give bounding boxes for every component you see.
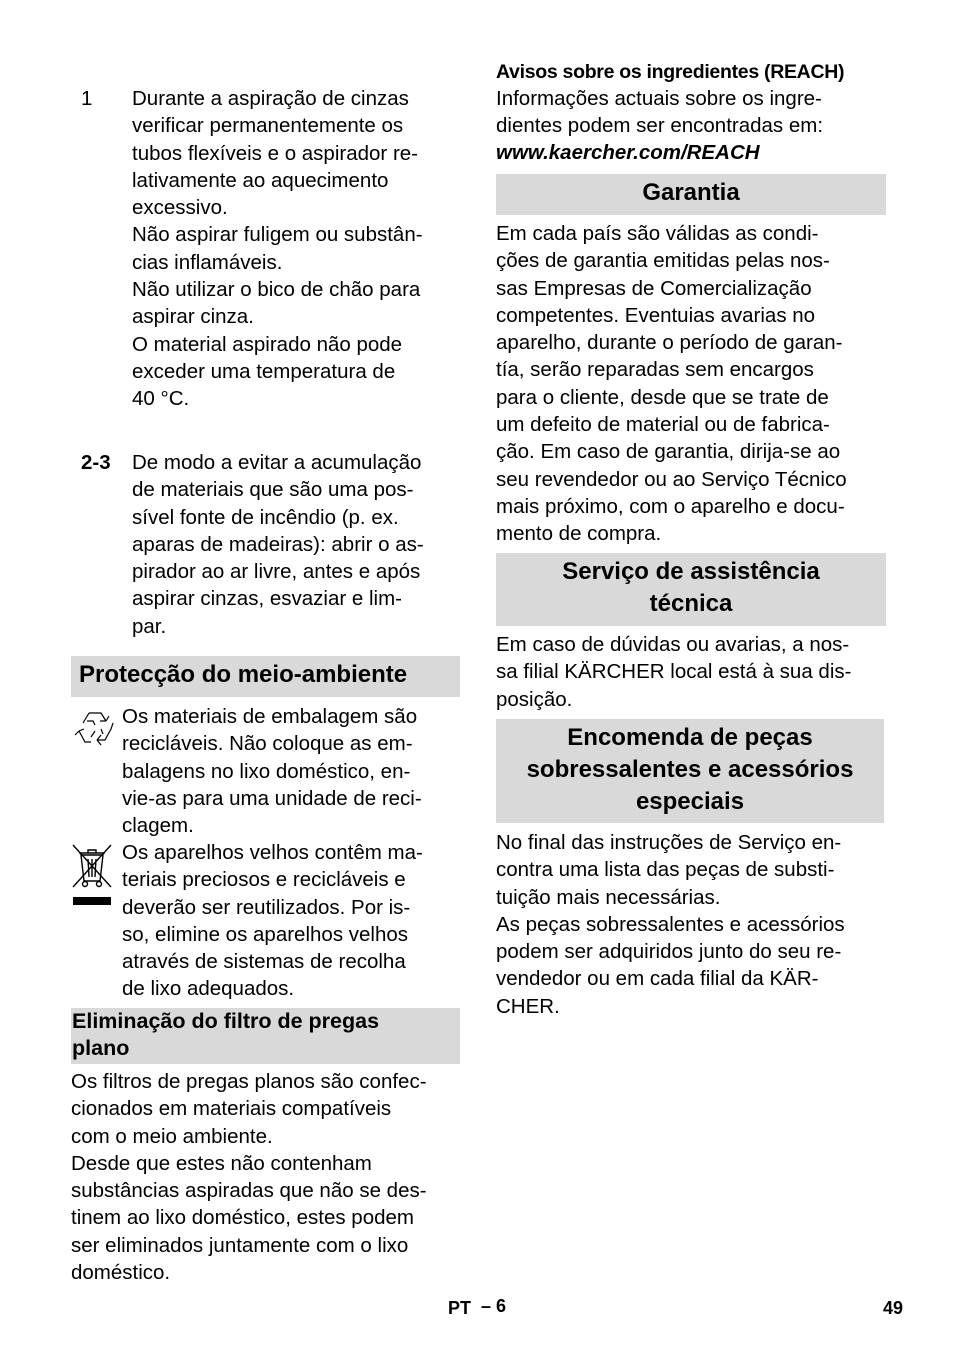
- service-heading: Serviço de assistência técnica: [496, 553, 886, 626]
- list-item-number: 1: [81, 87, 93, 110]
- filter-text: Os filtros de pregas planos são confec- cionados em materiais compatíveis com o meio ambiente. Desde que estes não contenham substâncias aspiradas que não se des- tinem ao lixo doméstico, estes podem ser eliminados juntamente com o lixo doméstico.: [71, 1070, 427, 1285]
- list-item-number: 2-3: [81, 451, 111, 474]
- reach-heading: Avisos sobre os ingredientes (REACH): [496, 61, 845, 83]
- reach-text: Informações actuais sobre os ingre- dientes podem ser encontradas em:: [496, 87, 824, 138]
- environment-heading: Protecção do meio-ambiente: [71, 656, 460, 697]
- warranty-text: Em cada país são válidas as condi- ções de garantia emitidas pelas nos- sas Empresas de Comercialização competentes. Eventuias avarias no aparelho, durante o período de garan- tía, serão reparadas sem encargos para o cliente, desde que se trate de um defeito de material ou de fabrica- ção. Em caso de garantia, dirija-se ao seu revendedor ou ao Serviço Técnico mais próximo, com o aparelho e docu- mento de compra.: [496, 222, 847, 546]
- recycle-icon: [73, 707, 117, 751]
- list-item-text: Durante a aspiração de cinzas verificar permanentemente os tubos flexíveis e o aspirador re- lativamente ao aquecimento excessivo. Não aspirar fuligem ou substân- cias inflamáveis. Não utilizar o bico de chão para aspirar cinza. O material aspirado não pode exceder uma temperatura de 40 °C.: [132, 87, 423, 411]
- weee-text: Os aparelhos velhos contêm ma- teriais preciosos e recicláveis e deverão ser reutilizados. Por is- so, elimine os aparelhos velhos através de sistemas de recolha de lixo adequados.: [122, 841, 423, 1001]
- page-number: 49: [883, 1298, 904, 1318]
- reach-link[interactable]: www.kaercher.com/REACH: [496, 141, 760, 164]
- list-item-text: De modo a evitar a acumulação de materiais que são uma pos- sível fonte de incêndio (p. ex. aparas de madeiras): abrir o as- pirador ao ar livre, antes e após aspirar cinzas, esvaziar e lim- par.: [132, 451, 424, 638]
- recycle-text: Os materiais de embalagem são recicláveis. Não coloque as em- balagens no lixo doméstico, en- vie-as para uma unidade de reci- clagem.: [122, 705, 422, 838]
- parts-text: No final das instruções de Serviço en- contra uma lista das peças de substi- tuição mais necessárias. As peças sobressalentes e acessórios podem ser adquiridos junto do seu re- vendedor ou em cada filial da KÄR- CHER.: [496, 831, 845, 1018]
- footer-language: PT: [448, 1298, 472, 1318]
- filter-heading: Eliminação do filtro de pregas plano: [71, 1008, 460, 1064]
- crossed-out-bin-icon: [71, 843, 113, 909]
- warranty-heading: Garantia: [496, 174, 886, 215]
- parts-heading: Encomenda de peças sobressalentes e acessórios especiais: [496, 719, 884, 823]
- service-text: Em caso de dúvidas ou avarias, a nos- sa filial KÄRCHER local está à sua dis- posição.: [496, 633, 852, 711]
- footer-section-page: – 6: [481, 1296, 507, 1316]
